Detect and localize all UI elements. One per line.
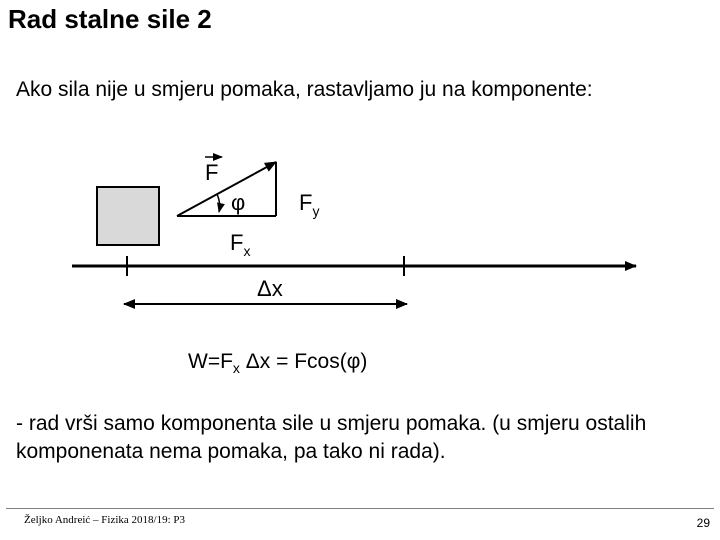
angle-label: φ: [231, 190, 246, 215]
footer-credit: Željko Andreić – Fizika 2018/19: P3: [24, 514, 186, 526]
formula-part2: Δx = Fcos(φ): [239, 350, 368, 373]
fx-label: [230, 230, 251, 259]
angle-arc: [217, 194, 220, 212]
fy-label-sub: y: [312, 203, 320, 219]
formula-part1: W=F: [188, 350, 233, 373]
slide-title: Rad stalne sile 2: [8, 4, 212, 34]
explanation-text: - rad vrši samo komponenta sile u smjeru pomaka. (u smjeru ostalih komponenata nema pomaka, pa tako ni rada).: [16, 412, 647, 463]
fy-label: [299, 190, 320, 219]
work-formula: [188, 350, 367, 374]
displacement-label: Δx: [257, 276, 283, 301]
force-vector: [177, 162, 276, 216]
formula-sub: x: [232, 360, 240, 376]
fx-label-sub: x: [243, 243, 251, 259]
footer-rule: [6, 508, 714, 509]
intro-text: Ako sila nije u smjeru pomaka, rastavljamo ju na komponente:: [16, 78, 593, 101]
page-number: 29: [696, 516, 710, 530]
force-label: F: [205, 160, 219, 185]
block: [97, 187, 159, 245]
fx-label-main: F: [230, 230, 244, 255]
fy-label-main: F: [299, 190, 313, 215]
